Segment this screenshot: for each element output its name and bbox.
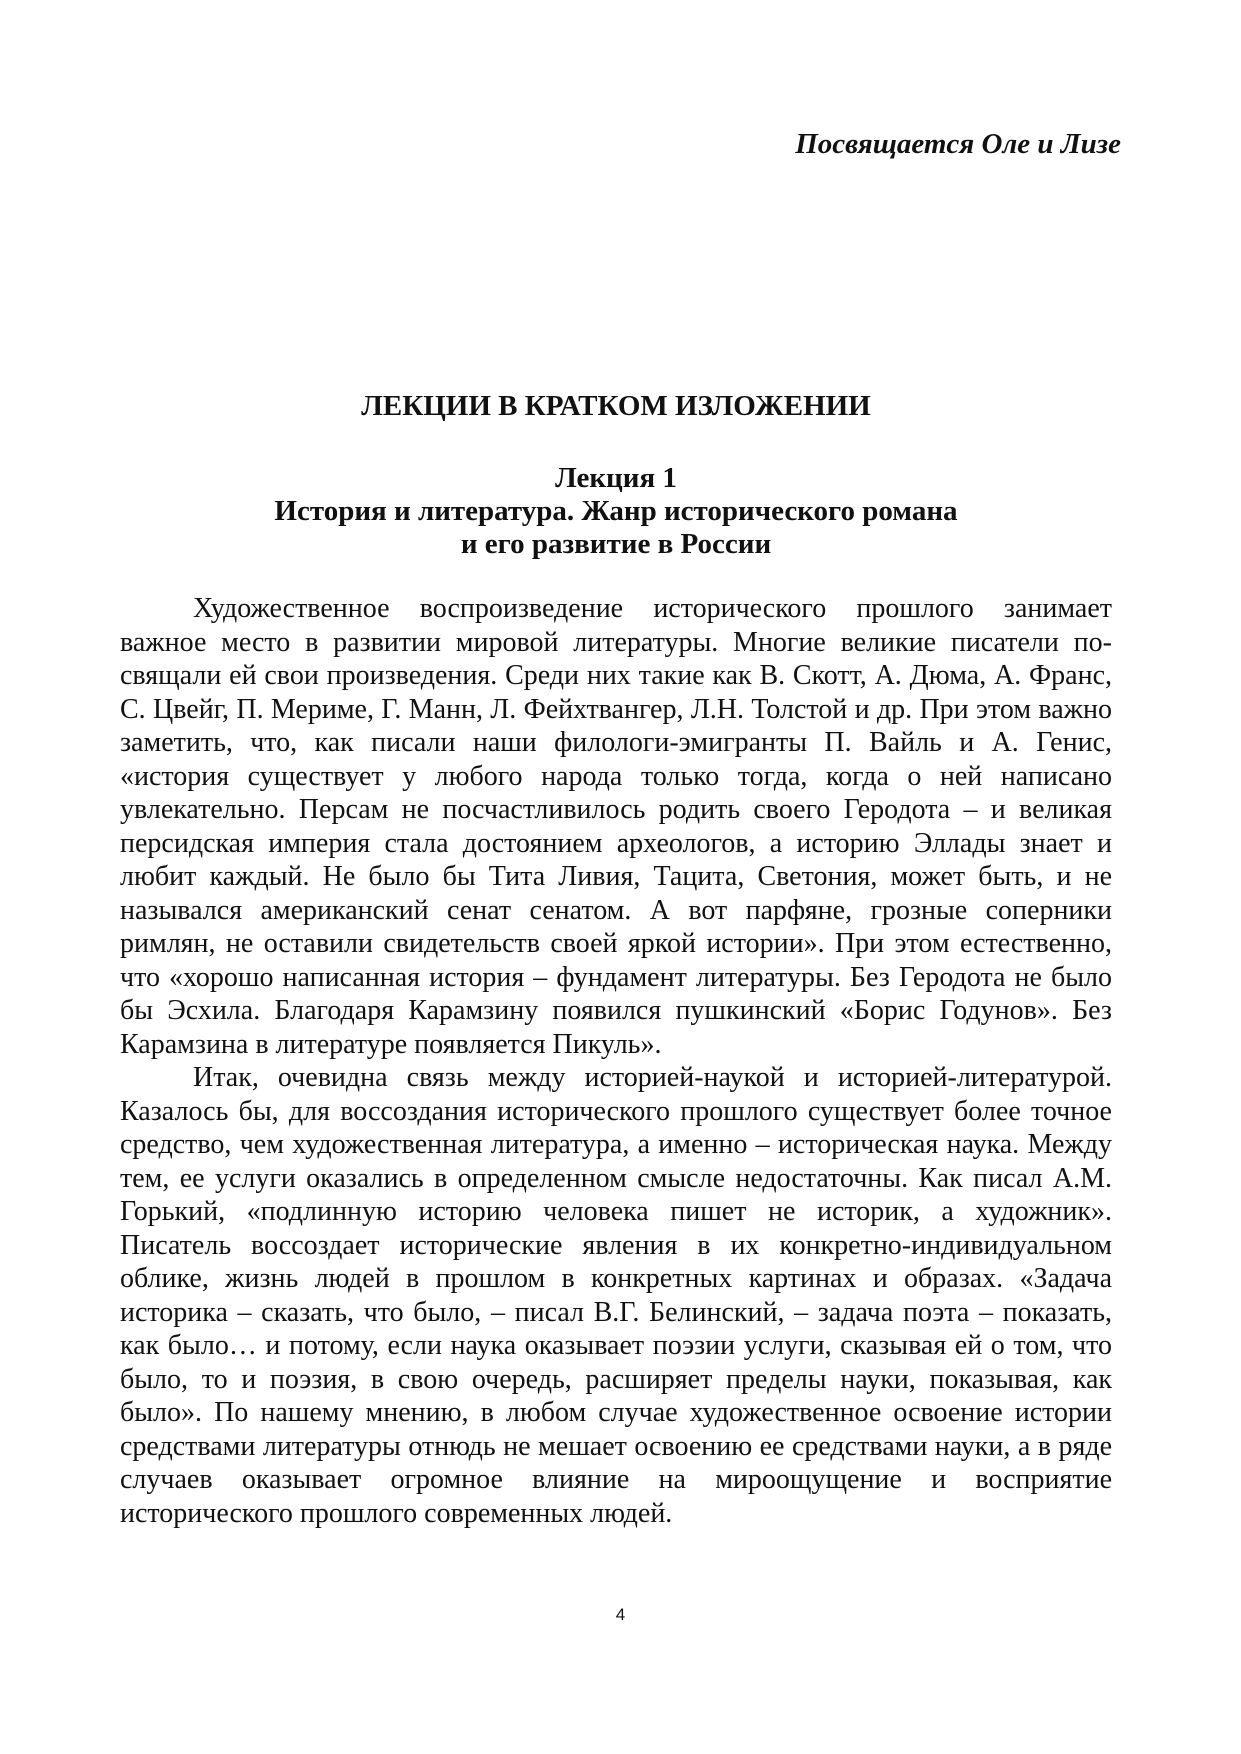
paragraph-2: Итак, очевидна связь между историей-наукой и историей-литературой. Казалось бы, для воссоздания исторического прошлого существует более точное средство, чем художественная литература, а именно – историческая наука. Между тем, ее услуги оказались в определенном смысле недостаточны. Как писал А.М. Горький, «подлинную историю человека пишет не историк, а художник». Писатель воссоздает исторические явления в их конкретно-индивидуальном облике, жизнь людей в прошлом в конкретных картинах и образах. «Задача историка – сказать, что было, – писал В.Г. Белинский, – задача поэта – показать, как было… и потому, если наука оказывает поэзии услуги, сказывая ей о том, что было, то и поэзия, в свою очередь, расширяет пределы науки, показывая, как было». По нашему мнению, в любом случае художественное освоение истории средствами литературы отнюдь не мешает освоению ее средствами науки, а в ряде случаев оказывает огромное влияние на мироощущение и восприятие исторического прошлого современных людей. [120, 1062, 1112, 1529]
page-number: 4 [615, 1605, 626, 1624]
body-text [120, 592, 1112, 1530]
lecture-number: Лекция 1 [555, 462, 677, 494]
paragraph-1: Художественное воспроизведение исторического прошлого занимает важное место в развитии мировой литературы. Многие великие писатели посвящали ей свои произведения. Среди них такие как В. Скотт, А. Дюма, А. Франс, С. Цвейг, П. Мериме, Г. Манн, Л. Фейхтвангер, Л.Н. Толстой и др. При этом важно заметить, что, как писали наши филологи-эмигранты П. Вайль и А. Генис, «история существует у любого народа только тогда, когда о ней написано увлекательно. Персам не посчастливилось родить своего Геродота – и великая персидская империя стала достоянием археологов, а историю Эллады знает и любит каждый. Не было бы Тита Ливия, Тацита, Светония, может быть, и не назывался американский сенат сенатом. А вот парфяне, грозные соперники римлян, не оставили свидетельств своей яркой истории». При этом естественно, что «хорошо написанная история – фундамент литературы. Без Геродота не было бы Эсхила. Благодаря Карамзину появился пушкинский «Борис Годунов». Без Карамзина в литературе появляется Пикуль». [120, 593, 1112, 1060]
dedication: Посвящается Оле и Лизе [795, 128, 1121, 160]
section-title: ЛЕКЦИИ В КРАТКОМ ИЗЛОЖЕНИИ [361, 390, 871, 422]
lecture-heading [120, 462, 1112, 561]
lecture-title-line-2: и его развитие в России [460, 528, 772, 560]
lecture-title-line-1: История и литература. Жанр исторического романа [274, 495, 958, 527]
